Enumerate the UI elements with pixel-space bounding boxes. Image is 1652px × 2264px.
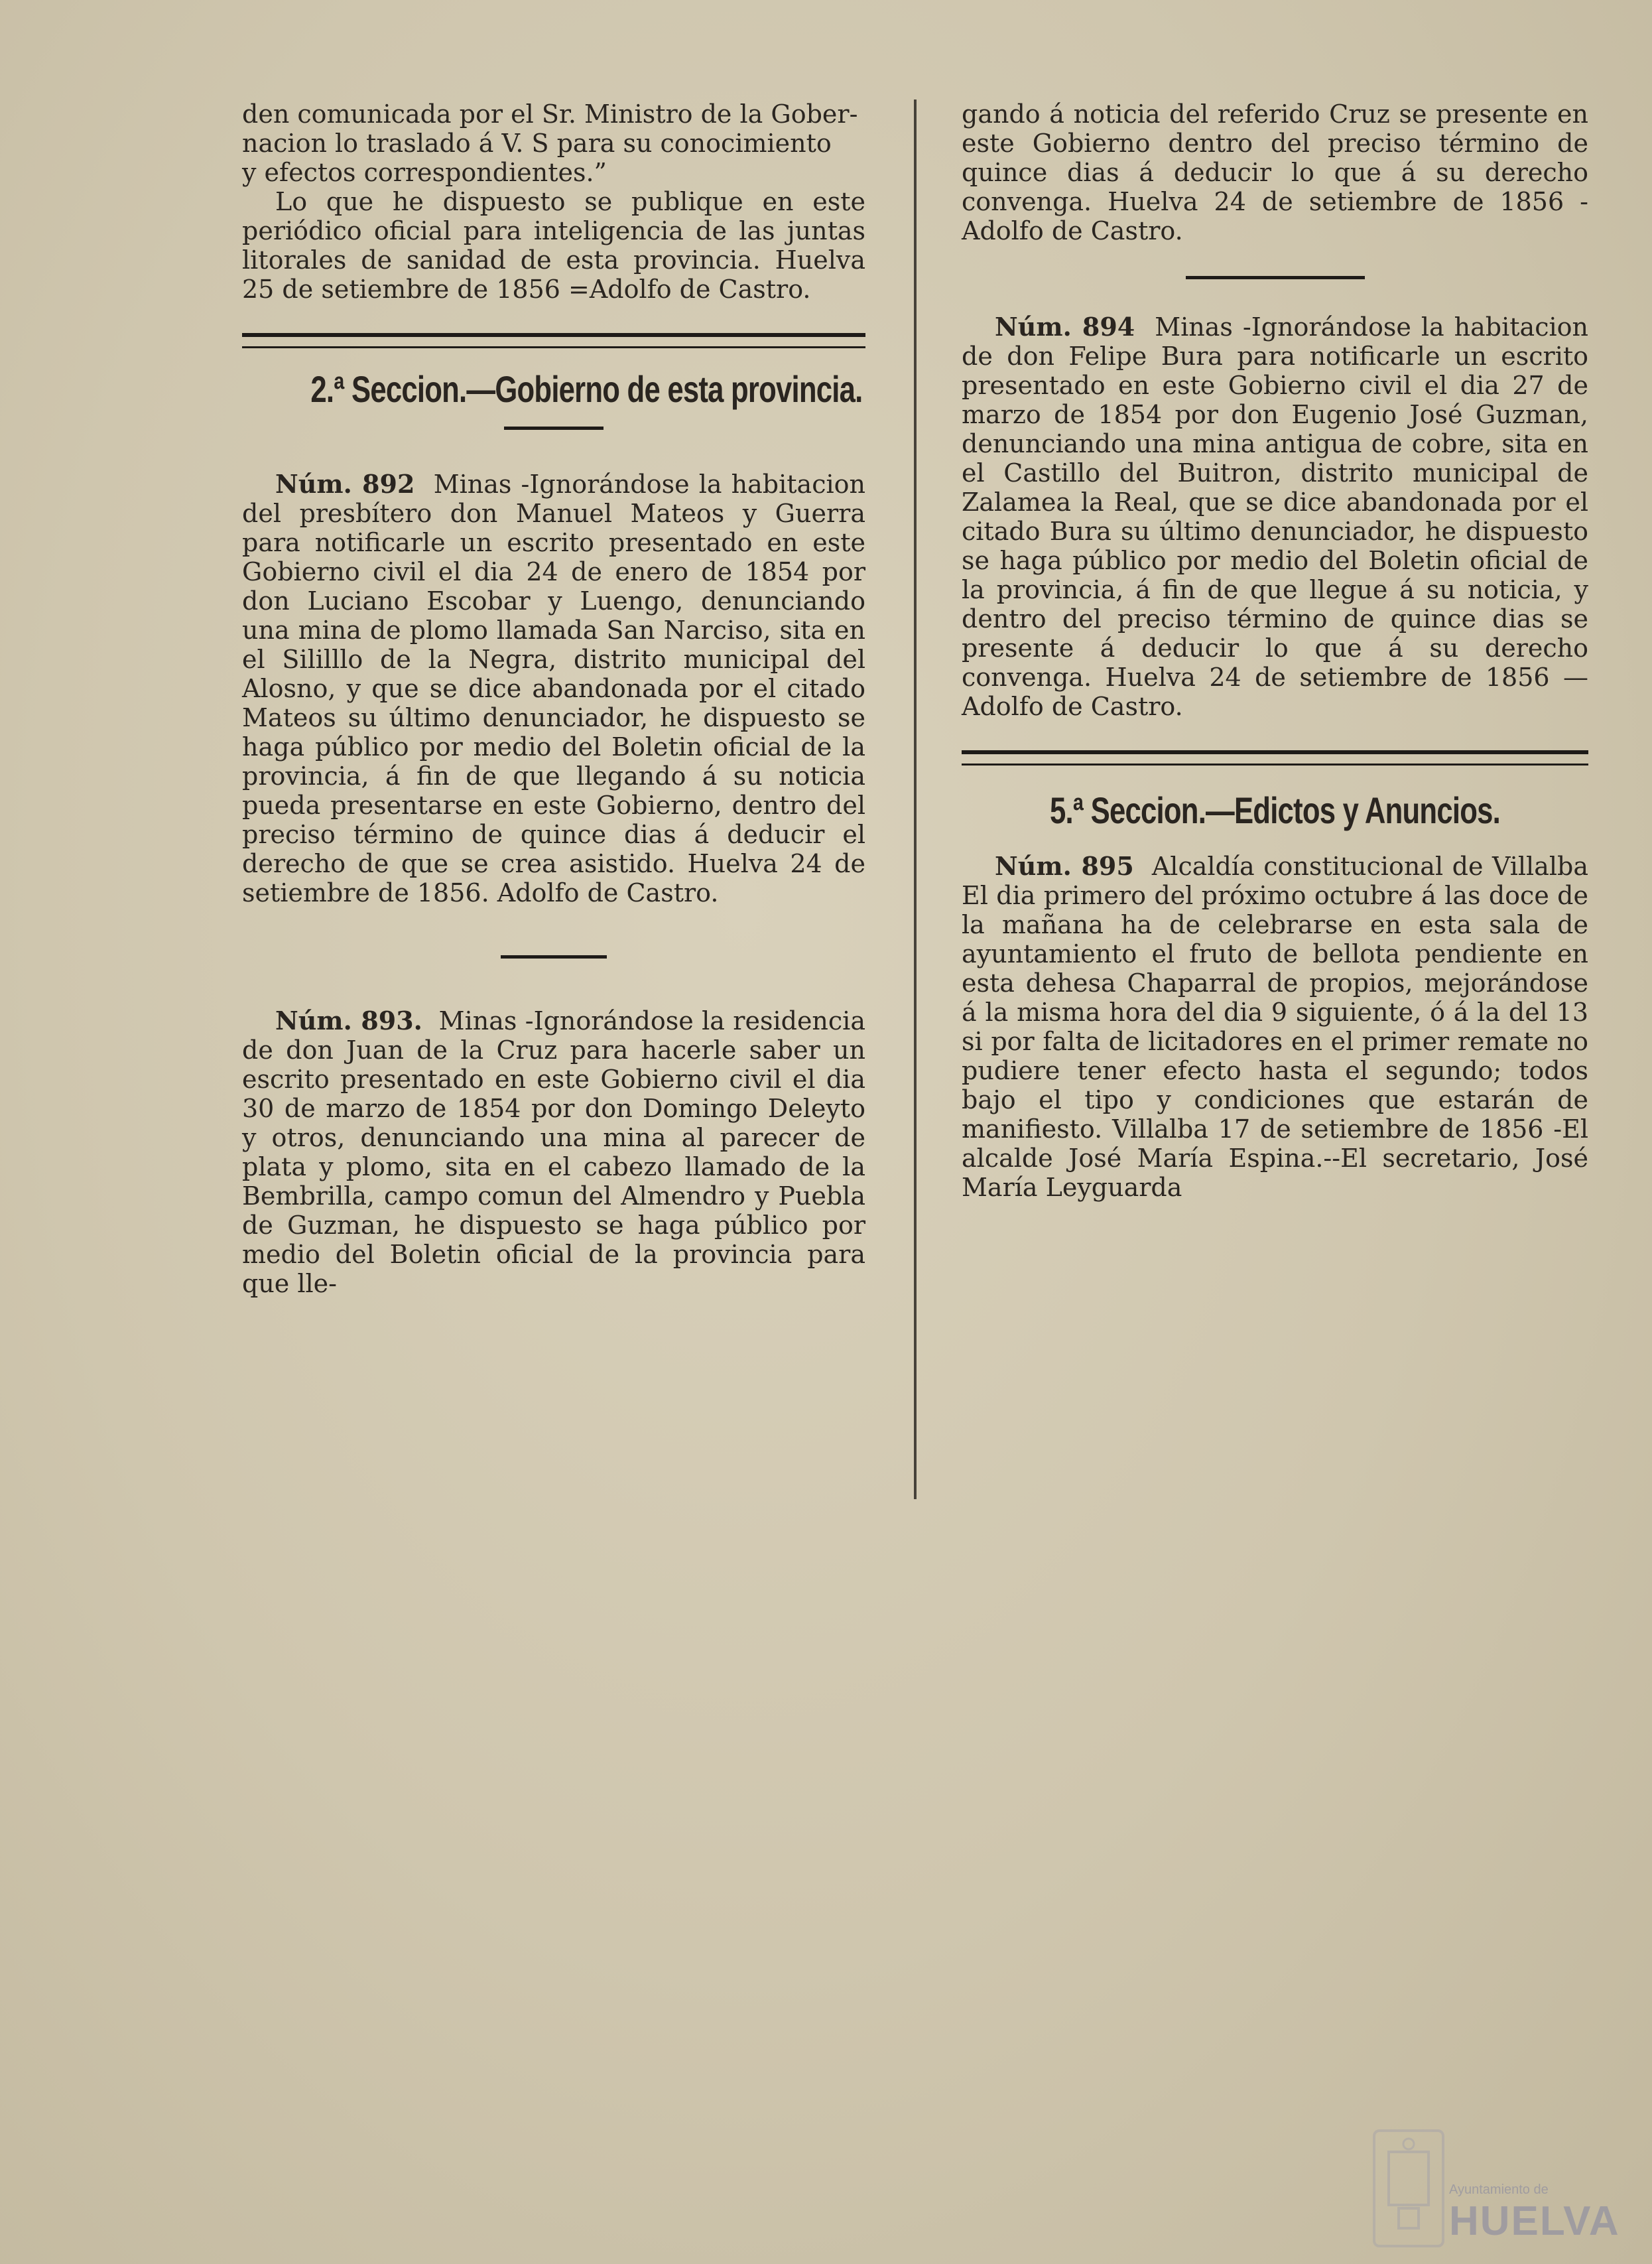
section-2-heading-wrap: [242, 368, 865, 410]
watermark-small-text: Ayuntamiento de: [1449, 2182, 1549, 2197]
notice-894-number: Núm. 894: [995, 312, 1135, 342]
notice-893-text: Minas -Ignorándose la residencia de don Juan de la Cruz para hacerle saber un escrito presentado en este Gobierno civil el dia 30 de marzo de 1854 por don Domingo Deleyto y otros, denunciando una mina al parecer de plata y plomo, sita en el cabezo llamado de la Bembrilla, campo comun del Almendro y Puebla de Guzman, he dispuesto se haga público por medio del Boletin oficial de la provincia para que lle-: [242, 1006, 865, 1298]
intro-paragraph: Lo que he dispuesto se publique en este periódico oficial para inteligencia de las juntas litorales de sanidad de esta provincia. Huelva 25 de setiembre de 1856 =Adolfo de Castro.: [242, 187, 865, 304]
watermark-big-text: HUELVA: [1449, 2198, 1620, 2244]
watermark: [1449, 2182, 1641, 2245]
column-divider: [914, 100, 917, 1499]
intro-line-3: y efectos correspondientes.”: [242, 158, 607, 187]
notice-894: [962, 312, 1588, 721]
short-rule: [1186, 276, 1365, 279]
notice-895-number: Núm. 895: [995, 851, 1134, 881]
section-2-heading: 2.ª Seccion.—Gobierno de esta provincia.: [310, 368, 863, 410]
section-rule: [962, 750, 1588, 766]
right-column: [962, 100, 1588, 1202]
notice-892: [242, 470, 865, 907]
notice-894-text: Minas -Ignorándose la habitacion de don Felipe Bura para notificarle un escrito presentado en este Gobierno civil el dia 27 de marzo de 1854 por don Eugenio José Guzman, denunciando una mina antigua de cobre, sita en el Castillo del Buitron, distrito municipal de Zalamea la Real, que se dice abandonada por el citado Bura su último denunciador, he dispuesto se haga público por medio del Boletin oficial de la provincia, á fin de que llegue á su noticia, y dentro del preciso término de quince dias se presente á deducir lo que á su derecho convenga. Huelva 24 de setiembre de 1856 —Adolfo de Castro.: [962, 312, 1588, 721]
section-5-heading-wrap: [962, 789, 1588, 831]
intro-line-2: nacion lo traslado á V. S para su conocimiento: [242, 129, 832, 158]
section-5-heading: 5.ª Seccion.—Edictos y Anuncios.: [1050, 789, 1500, 831]
notice-893: [242, 1006, 865, 1298]
left-column: [242, 100, 865, 1298]
notice-895: [962, 852, 1588, 1202]
short-rule: [504, 427, 604, 430]
notice-893-number: Núm. 893.: [275, 1006, 422, 1035]
notice-892-text: Minas -Ignorándose la habitacion del presbítero don Manuel Mateos y Guerra para notificarle un escrito presentado en este Gobierno civil el dia 24 de enero de 1854 por don Luciano Escobar y Luengo, denunciando una mina de plomo llamada San Narciso, sita en el Sililllo de la Negra, distrito municipal del Alosno, y que se dice abandonada por el citado Mateos su último denunciador, he dispuesto se haga público por medio del Boletin oficial de la provincia, á fin de que llegando á su noticia pueda presentarse en este Gobierno, dentro del preciso término de quince dias á deducir el derecho de que se crea asistido. Huelva 24 de setiembre de 1856. Adolfo de Castro.: [242, 470, 865, 907]
intro-line-1: den comunicada por el Sr. Ministro de la Gober-: [242, 100, 858, 129]
section-rule: [242, 333, 865, 348]
notice-892-number: Núm. 892: [275, 469, 415, 499]
city-emblem-icon: [1373, 2129, 1444, 2247]
notice-895-text: Alcaldía constitucional de Villalba El dia primero del próximo octubre á las doce de la mañana ha de celebrarse en esta sala de ayuntamiento el fruto de bellota pendiente en esta dehesa Chaparral de propios, mejorándose á la misma hora del dia 9 siguiente, ó á la del 13 si por falta de licitadores en el primer remate no pudiere tener efecto hasta el segundo; todos bajo el tipo y condiciones que estarán de manifiesto. Villalba 17 de setiembre de 1856 -El alcalde José María Espina.--El secretario, José María Leyguarda: [962, 852, 1588, 1202]
short-rule: [501, 955, 607, 959]
continuation-paragraph: gando á noticia del referido Cruz se presente en este Gobierno dentro del preciso término de quince dias á deducir lo que á su derecho convenga. Huelva 24 de setiembre de 1856 -Adolfo de Castro.: [962, 100, 1588, 245]
